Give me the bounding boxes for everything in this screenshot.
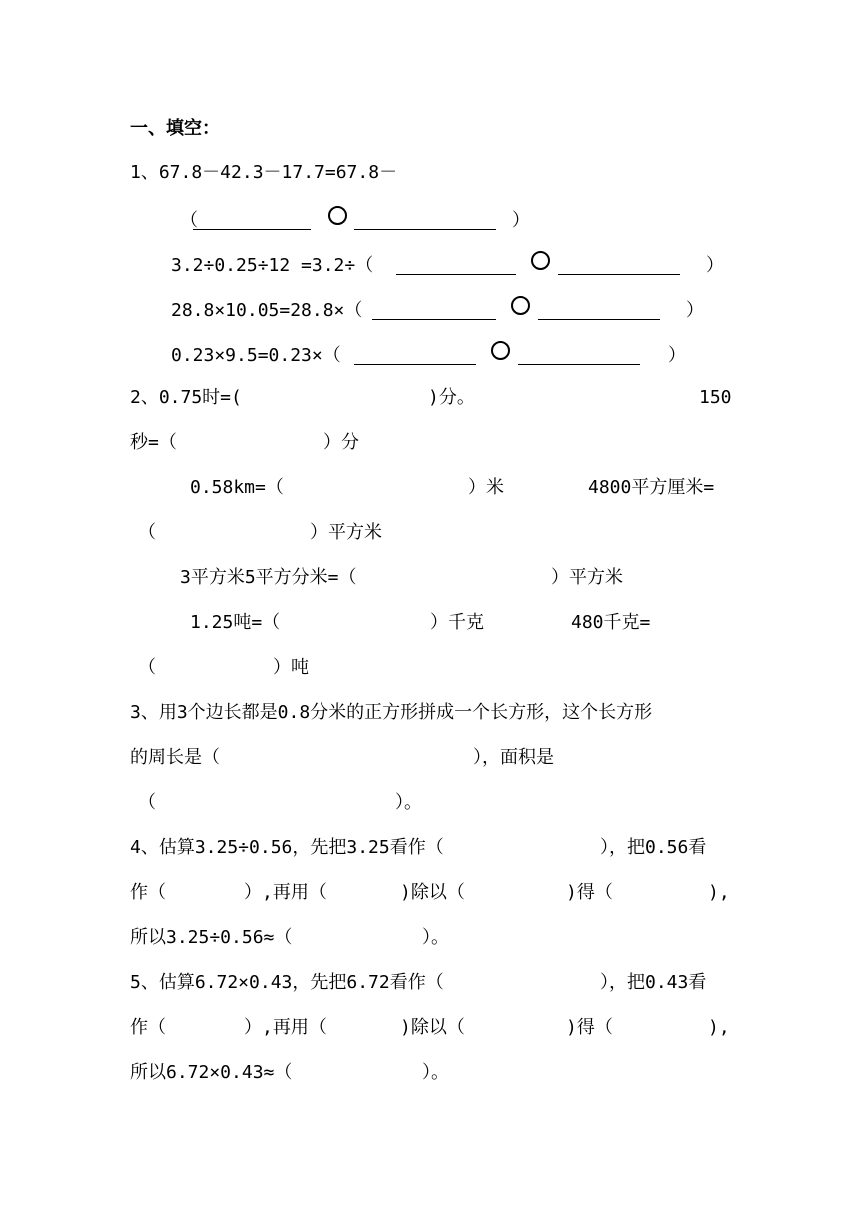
q1-r2-close: ） bbox=[706, 255, 724, 276]
section-title: 一、填空： bbox=[130, 118, 220, 139]
q2-d-unit: ）平方米 bbox=[310, 522, 382, 543]
q4-line3-start: 所以3.25÷0.56≈（ bbox=[130, 927, 293, 948]
q5-line1-end: ），把0.43看 bbox=[600, 972, 707, 993]
q2-e-unit: ）平方米 bbox=[551, 567, 623, 588]
q3-line2-end: ），面积是 bbox=[473, 747, 554, 768]
q2-d-open: （ bbox=[138, 522, 156, 543]
q5-line2-part3: )除以（ bbox=[400, 1017, 465, 1038]
q3-line2-start: 的周长是（ bbox=[130, 747, 220, 768]
q1-r3-close: ） bbox=[686, 300, 704, 321]
q2-g-open: （ bbox=[138, 657, 156, 678]
q2-f-text: 1.25吨=（ bbox=[190, 612, 281, 633]
q1-r4-blank-right[interactable] bbox=[518, 364, 640, 365]
q1-r1-blank-right[interactable] bbox=[354, 229, 496, 230]
q1-r4-close: ） bbox=[668, 345, 686, 366]
q1-r2-text: 3.2÷0.25÷12 =3.2÷（ bbox=[171, 255, 374, 276]
q5-line2-part1: 作（ bbox=[130, 1017, 166, 1038]
q4-line1-start: 4、估算3.25÷0.56，先把3.25看作（ bbox=[130, 837, 444, 858]
q1-r1-blank-left[interactable] bbox=[193, 229, 311, 230]
q4-line3-end: ）。 bbox=[422, 927, 449, 948]
q4-line2-part3: )除以（ bbox=[400, 882, 465, 903]
q5-line3-end: ）。 bbox=[422, 1062, 449, 1083]
q5-line2-part4: )得（ bbox=[566, 1017, 613, 1038]
q5-line2-part5: ), bbox=[708, 1017, 730, 1038]
q3-line3-close: ）。 bbox=[395, 792, 422, 813]
q3-line3-open: （ bbox=[138, 792, 156, 813]
q1-r2-operator-circle[interactable] bbox=[531, 251, 550, 270]
q2-c-text: 0.58km=（ bbox=[190, 477, 284, 498]
q5-line1-start: 5、估算6.72×0.43，先把6.72看作（ bbox=[130, 972, 444, 993]
q4-line1-end: ），把0.56看 bbox=[600, 837, 707, 858]
q4-line2-part2: ）,再用（ bbox=[244, 882, 327, 903]
q2-g-text: 480千克= bbox=[571, 612, 651, 633]
q1-r4-text: 0.23×9.5=0.23×（ bbox=[171, 345, 341, 366]
q1-r3-blank-left[interactable] bbox=[372, 319, 496, 320]
q1-r4-blank-left[interactable] bbox=[354, 364, 476, 365]
q4-line2-part5: ), bbox=[708, 882, 730, 903]
q2-a-text: 2、0.75时=( bbox=[130, 387, 242, 408]
q4-line2-part4: )得（ bbox=[566, 882, 613, 903]
q1-r3-blank-right[interactable] bbox=[538, 319, 660, 320]
q1-r2-blank-right[interactable] bbox=[558, 274, 680, 275]
q2-b-number: 150 bbox=[699, 387, 732, 408]
q1-r1-close: ） bbox=[512, 210, 530, 231]
q2-b-text: 秒=（ bbox=[130, 432, 177, 453]
q1-r1-open: （ bbox=[180, 210, 198, 231]
q2-g-unit: ）吨 bbox=[273, 657, 309, 678]
q2-b-unit: ）分 bbox=[323, 432, 359, 453]
q1-r3-operator-circle[interactable] bbox=[511, 296, 530, 315]
q1-line1: 1、67.8－42.3－17.7=67.8－ bbox=[130, 162, 398, 183]
q1-r1-operator-circle[interactable] bbox=[328, 206, 347, 225]
q2-d-text: 4800平方厘米= bbox=[588, 477, 715, 498]
q5-line3-start: 所以6.72×0.43≈（ bbox=[130, 1062, 293, 1083]
q5-line2-part2: ）,再用（ bbox=[244, 1017, 327, 1038]
q2-c-unit: ）米 bbox=[468, 477, 504, 498]
q4-line2-part1: 作（ bbox=[130, 882, 166, 903]
q1-r3-text: 28.8×10.05=28.8×（ bbox=[171, 300, 363, 321]
q1-r2-blank-left[interactable] bbox=[396, 274, 516, 275]
q2-a-unit: )分。 bbox=[428, 387, 475, 408]
q3-line1: 3、用3个边长都是0.8分米的正方形拼成一个长方形，这个长方形 bbox=[130, 702, 653, 723]
q1-r4-operator-circle[interactable] bbox=[491, 341, 510, 360]
q2-f-unit: ）千克 bbox=[430, 612, 484, 633]
q2-e-text: 3平方米5平方分米=（ bbox=[180, 567, 357, 588]
